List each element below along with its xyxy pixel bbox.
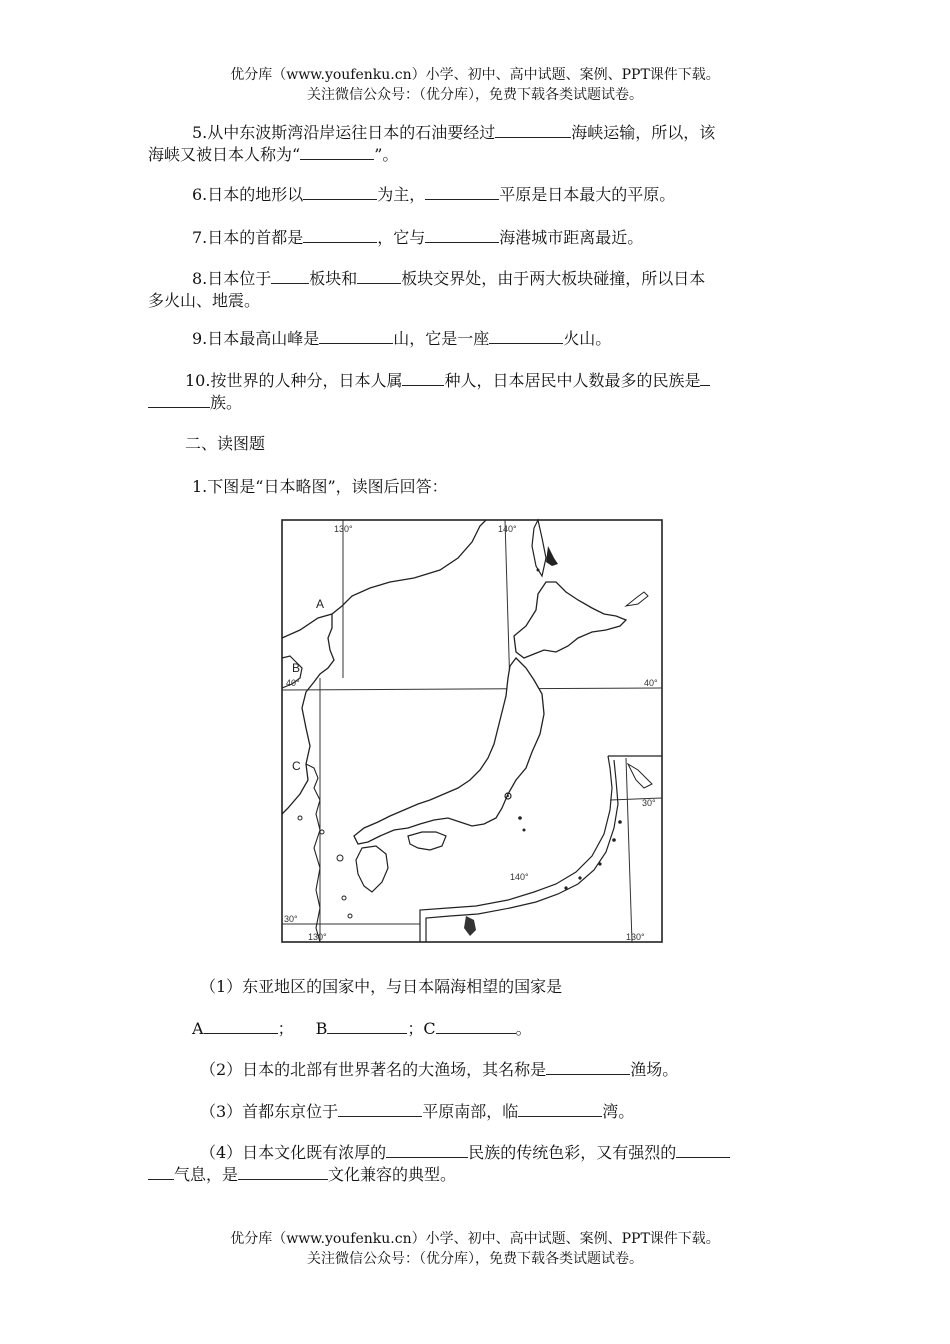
tick-30-inset: 30° (642, 798, 656, 808)
blank[interactable] (319, 328, 393, 344)
tick-30-bottom: 30° (284, 914, 298, 924)
blank[interactable] (238, 1164, 328, 1180)
blank[interactable] (489, 328, 563, 344)
blank[interactable] (357, 268, 401, 284)
tick-130-top: 130° (334, 524, 353, 534)
tick-140-top: 140° (498, 524, 517, 534)
blank[interactable] (303, 184, 377, 200)
map-label-b: B (292, 661, 301, 675)
question-10-line-1: 10.按世界的人种分，日本人属 种人，日本居民中人数最多的民族是 (185, 370, 710, 392)
japan-sketch-map (280, 518, 666, 946)
blank[interactable] (271, 268, 309, 284)
island (518, 816, 522, 820)
island (564, 886, 567, 889)
tick-40-left: 40° (286, 678, 300, 688)
question-10-line-2: 族。 (148, 392, 242, 414)
blank[interactable] (300, 144, 374, 160)
section-2-title: 二、读图题 (185, 434, 266, 453)
sub-question-1: （1）东亚地区的国家中，与日本隔海相望的国家是 (200, 977, 563, 996)
blank[interactable] (303, 227, 377, 243)
blank[interactable] (425, 184, 499, 200)
blank[interactable] (402, 370, 444, 386)
blank[interactable] (518, 1101, 602, 1117)
question-6: 6.日本的地形以 为主， 平原是日本最大的平原。 (192, 185, 676, 204)
map-label-a: A (316, 597, 325, 611)
tick-130-bottom: 130° (308, 932, 327, 942)
island (537, 569, 540, 572)
island (578, 876, 581, 879)
header-line-2: 关注微信公众号：（优分库），免费下载各类试题试卷。 (307, 87, 643, 103)
blank[interactable] (148, 392, 210, 408)
tick-40-right: 40° (644, 678, 658, 688)
blank-a[interactable] (204, 1018, 278, 1034)
map-label-c: C (292, 759, 301, 773)
map-frame (282, 520, 662, 942)
question-8-line-2: 多火山、地震。 (148, 291, 261, 310)
blank-c[interactable] (436, 1018, 516, 1034)
footer-line-2: 关注微信公众号：（优分库），免费下载各类试题试卷。 (307, 1251, 643, 1267)
tick-140-inset: 140° (510, 872, 529, 882)
blank[interactable] (700, 370, 710, 386)
blank[interactable] (495, 122, 571, 138)
tick-130-inset: 130° (626, 932, 645, 942)
question-8-line-1: 8.日本位于 板块和 板块交界处，由于两大板块碰撞，所以日本 (192, 269, 706, 288)
blank[interactable] (148, 1164, 174, 1180)
sub-question-4-line-1: （4）日本文化既有浓厚的 民族的传统色彩，又有强烈的 (200, 1142, 730, 1164)
sub-question-1-blanks: A ； B ；C 。 (192, 1019, 532, 1038)
blank[interactable] (546, 1059, 630, 1075)
island (612, 838, 616, 842)
island (523, 829, 526, 832)
question-5-line-1: 5.从中东波斯湾沿岸运往日本的石油要经过 海峡运输，所以，该 (192, 123, 716, 142)
sub-question-4-line-2: 气息，是 文化兼容的典型。 (148, 1164, 456, 1186)
sub-question-2: （2）日本的北部有世界著名的大渔场，其名称是 渔场。 (200, 1060, 679, 1079)
header-line-1: 优分库（www.youfenku.cn）小学、初中、高中试题、案例、PPT课件下载。 (230, 67, 720, 83)
blank-b[interactable] (327, 1018, 407, 1034)
sub-question-3: （3）首都东京位于 平原南部，临 湾。 (200, 1102, 635, 1121)
island (618, 820, 622, 824)
blank[interactable] (386, 1142, 468, 1158)
island (598, 862, 601, 865)
question-7: 7.日本的首都是 ，它与 海港城市距离最近。 (192, 228, 644, 247)
question-9: 9.日本最高山峰是 山，它是一座 火山。 (192, 329, 612, 348)
blank[interactable] (676, 1142, 730, 1158)
footer-line-1: 优分库（www.youfenku.cn）小学、初中、高中试题、案例、PPT课件下载。 (230, 1231, 720, 1247)
blank[interactable] (425, 227, 499, 243)
blank[interactable] (338, 1101, 422, 1117)
question-5-line-2: 海峡又被日本人称为“ ”。 (148, 145, 399, 164)
map-question-intro: 1.下图是“日本略图”，读图后回答： (192, 477, 448, 496)
